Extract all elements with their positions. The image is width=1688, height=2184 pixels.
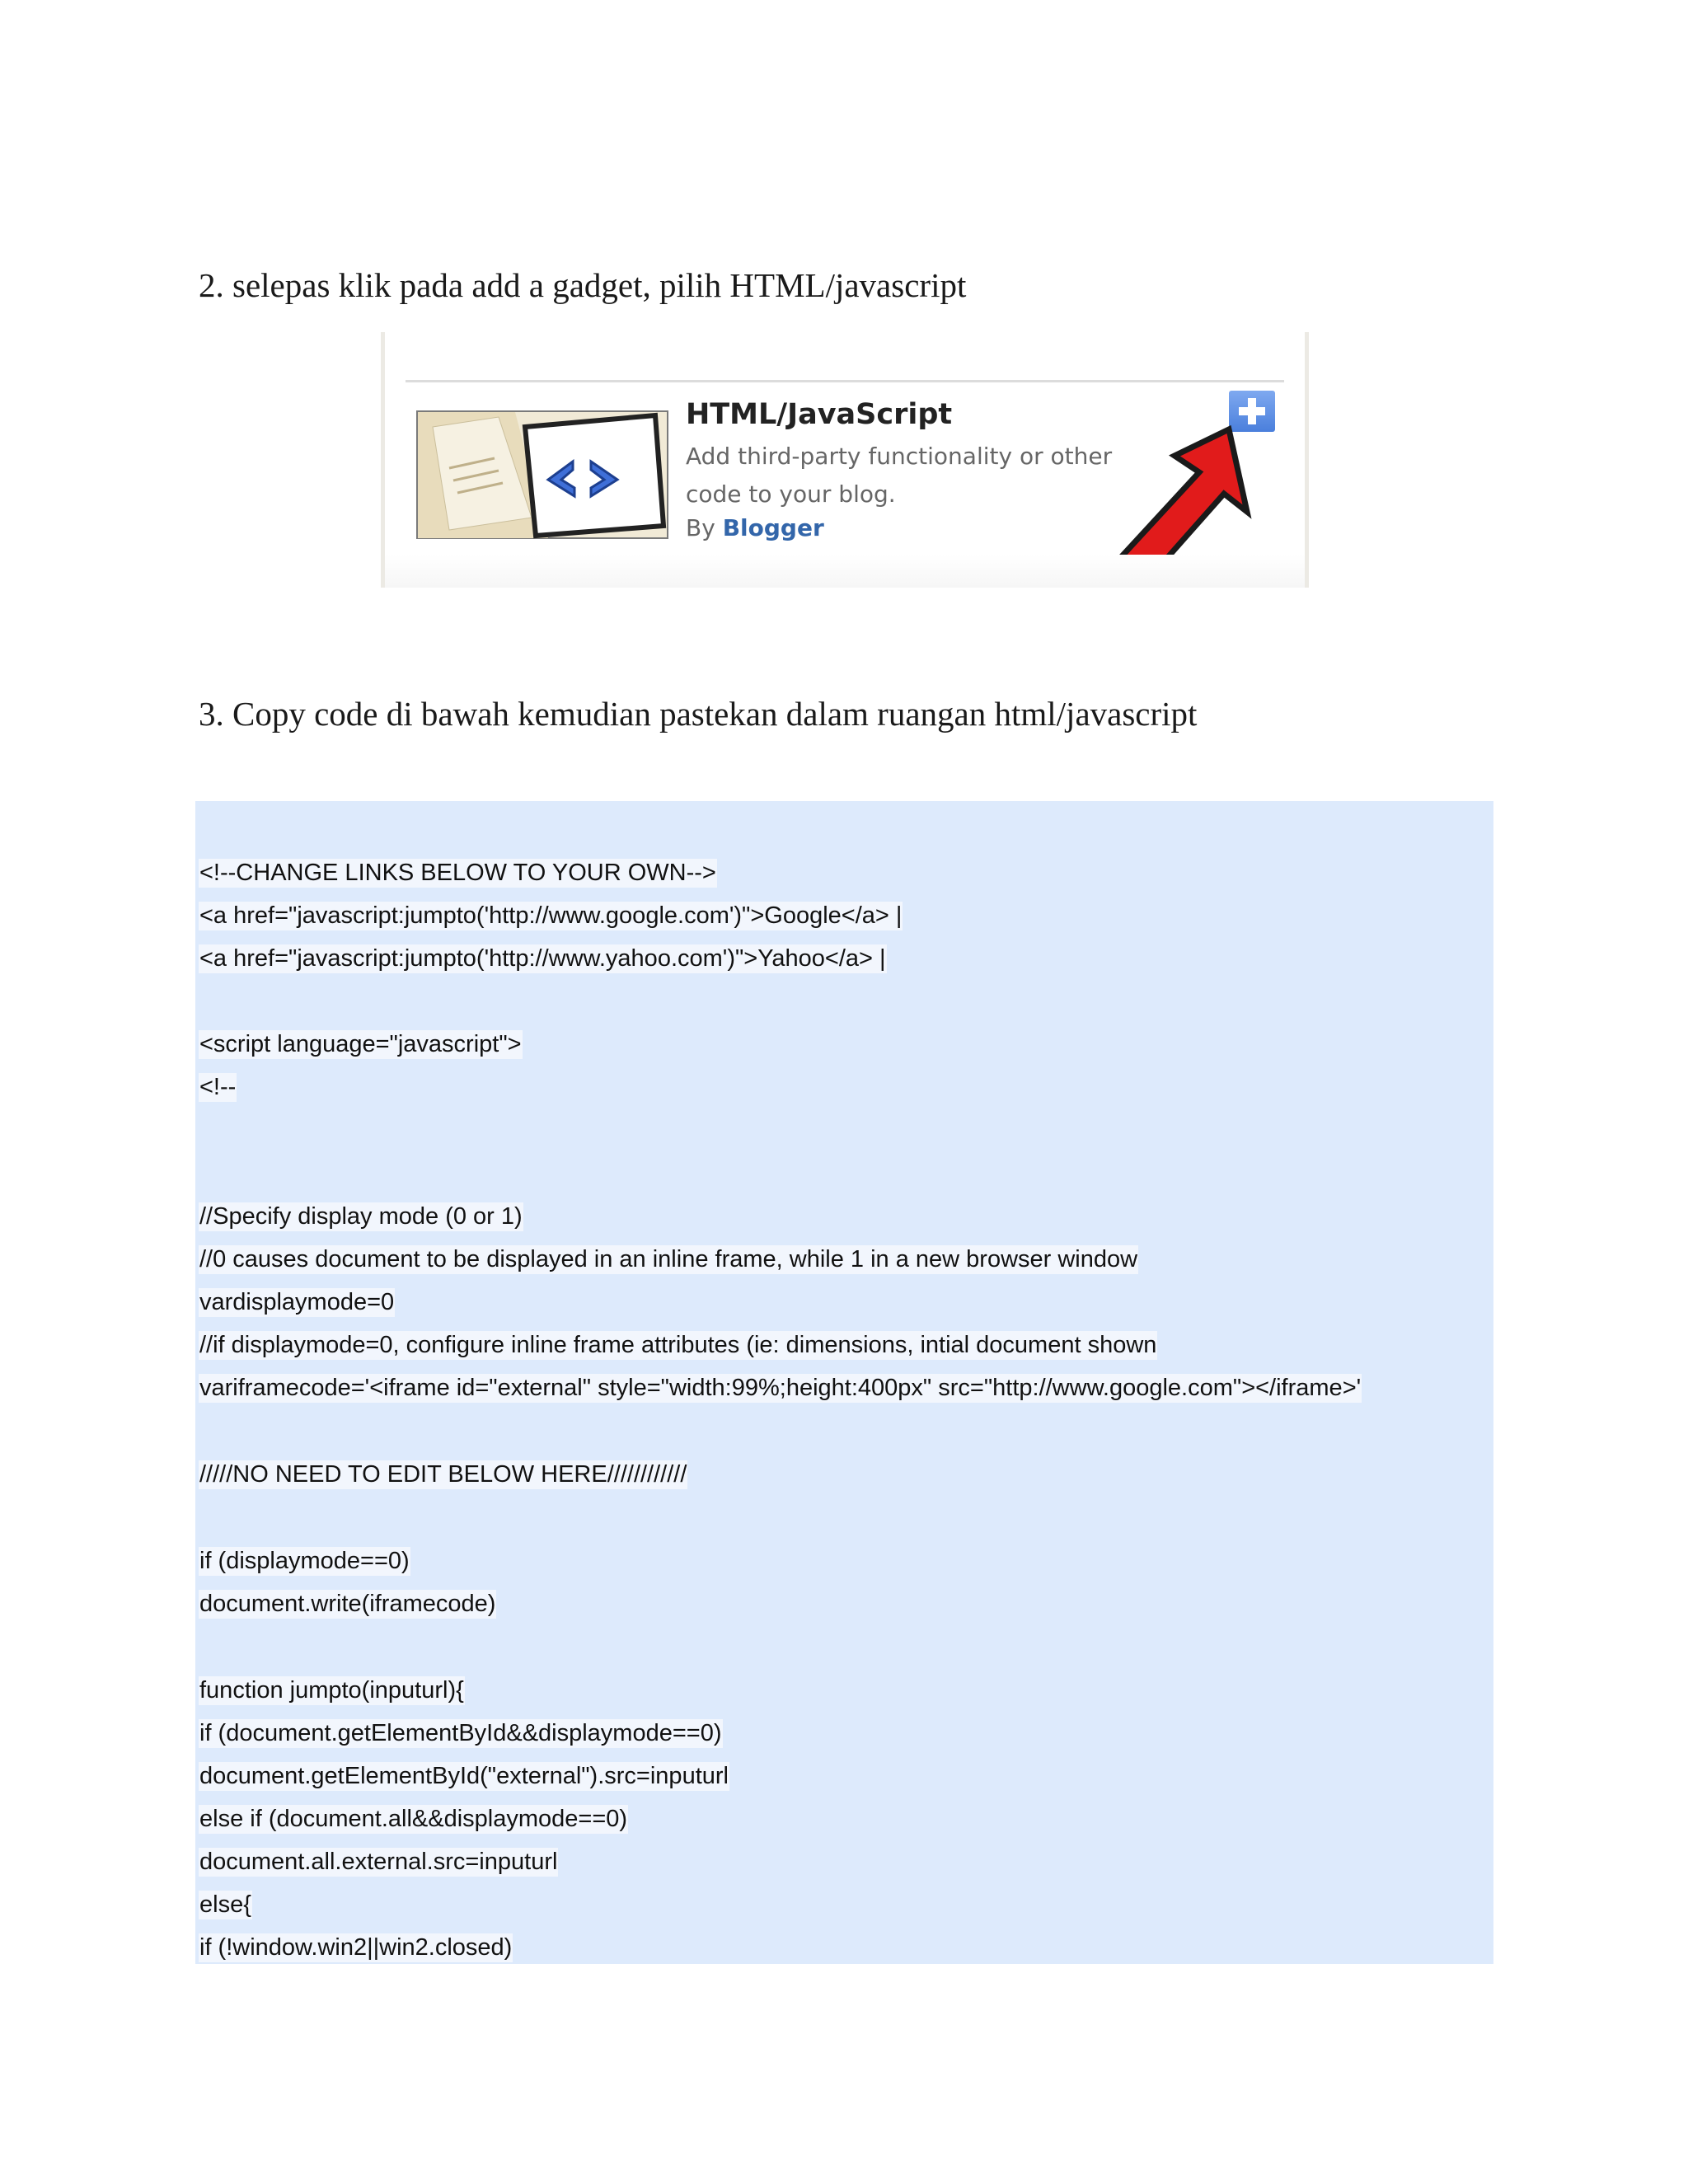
- step-2-heading: 2. selepas klik pada add a gadget, pilih HTML/javascript: [199, 266, 967, 304]
- code-line: //if displaymode=0, configure inline frame attributes (ie: dimensions, intial document shown: [199, 1332, 1157, 1358]
- code-line: document.all.external.src=inputurl: [199, 1849, 558, 1875]
- code-block[interactable]: [195, 801, 1493, 1964]
- step-3-heading: 3. Copy code di bawah kemudian pastekan dalam ruangan html/javascript: [199, 695, 1198, 733]
- code-line: <a href="javascript:jumpto('http://www.google.com')">Google</a> |: [199, 902, 903, 929]
- code-line: if (!window.win2||win2.closed): [199, 1934, 513, 1961]
- by-label: By: [686, 514, 715, 541]
- code-line: if (document.getElementById&&displaymode==0): [199, 1720, 722, 1746]
- code-line: document.getElementById("external").src=inputurl: [199, 1763, 729, 1789]
- code-line: <a href="javascript:jumpto('http://www.yahoo.com')">Yahoo</a> |: [199, 945, 886, 972]
- code-line: //0 causes document to be displayed in an inline frame, while 1 in a new browser window: [199, 1246, 1138, 1272]
- code-brackets-icon: [416, 410, 668, 539]
- code-line: document.write(iframecode): [199, 1591, 496, 1617]
- gadget-title: HTML/JavaScript: [686, 398, 953, 431]
- code-line: <!--CHANGE LINKS BELOW TO YOUR OWN-->: [199, 860, 716, 886]
- divider: [406, 380, 1284, 382]
- code-line: else if (document.all&&displaymode==0): [199, 1806, 628, 1832]
- gadget-author: [686, 514, 824, 541]
- code-line: else{: [199, 1891, 251, 1918]
- code-line: <script language="javascript">: [199, 1031, 522, 1057]
- code-line: function jumpto(inputurl){: [199, 1677, 464, 1704]
- code-line: variframecode='<iframe id="external" style="width:99%;height:400px" src="http://www.google.com"></iframe>': [199, 1375, 1362, 1401]
- code-line: if (displaymode==0): [199, 1548, 410, 1574]
- code-line: /////NO NEED TO EDIT BELOW HERE////////////: [199, 1461, 687, 1488]
- code-line: <!--: [199, 1074, 237, 1100]
- gadget-screenshot: [381, 332, 1309, 588]
- code-line: vardisplaymode=0: [199, 1289, 395, 1315]
- author-link[interactable]: Blogger: [722, 514, 824, 541]
- gadget-description: Add third-party functionality or other code to your blog.: [686, 443, 1113, 508]
- code-line: //Specify display mode (0 or 1): [199, 1203, 523, 1230]
